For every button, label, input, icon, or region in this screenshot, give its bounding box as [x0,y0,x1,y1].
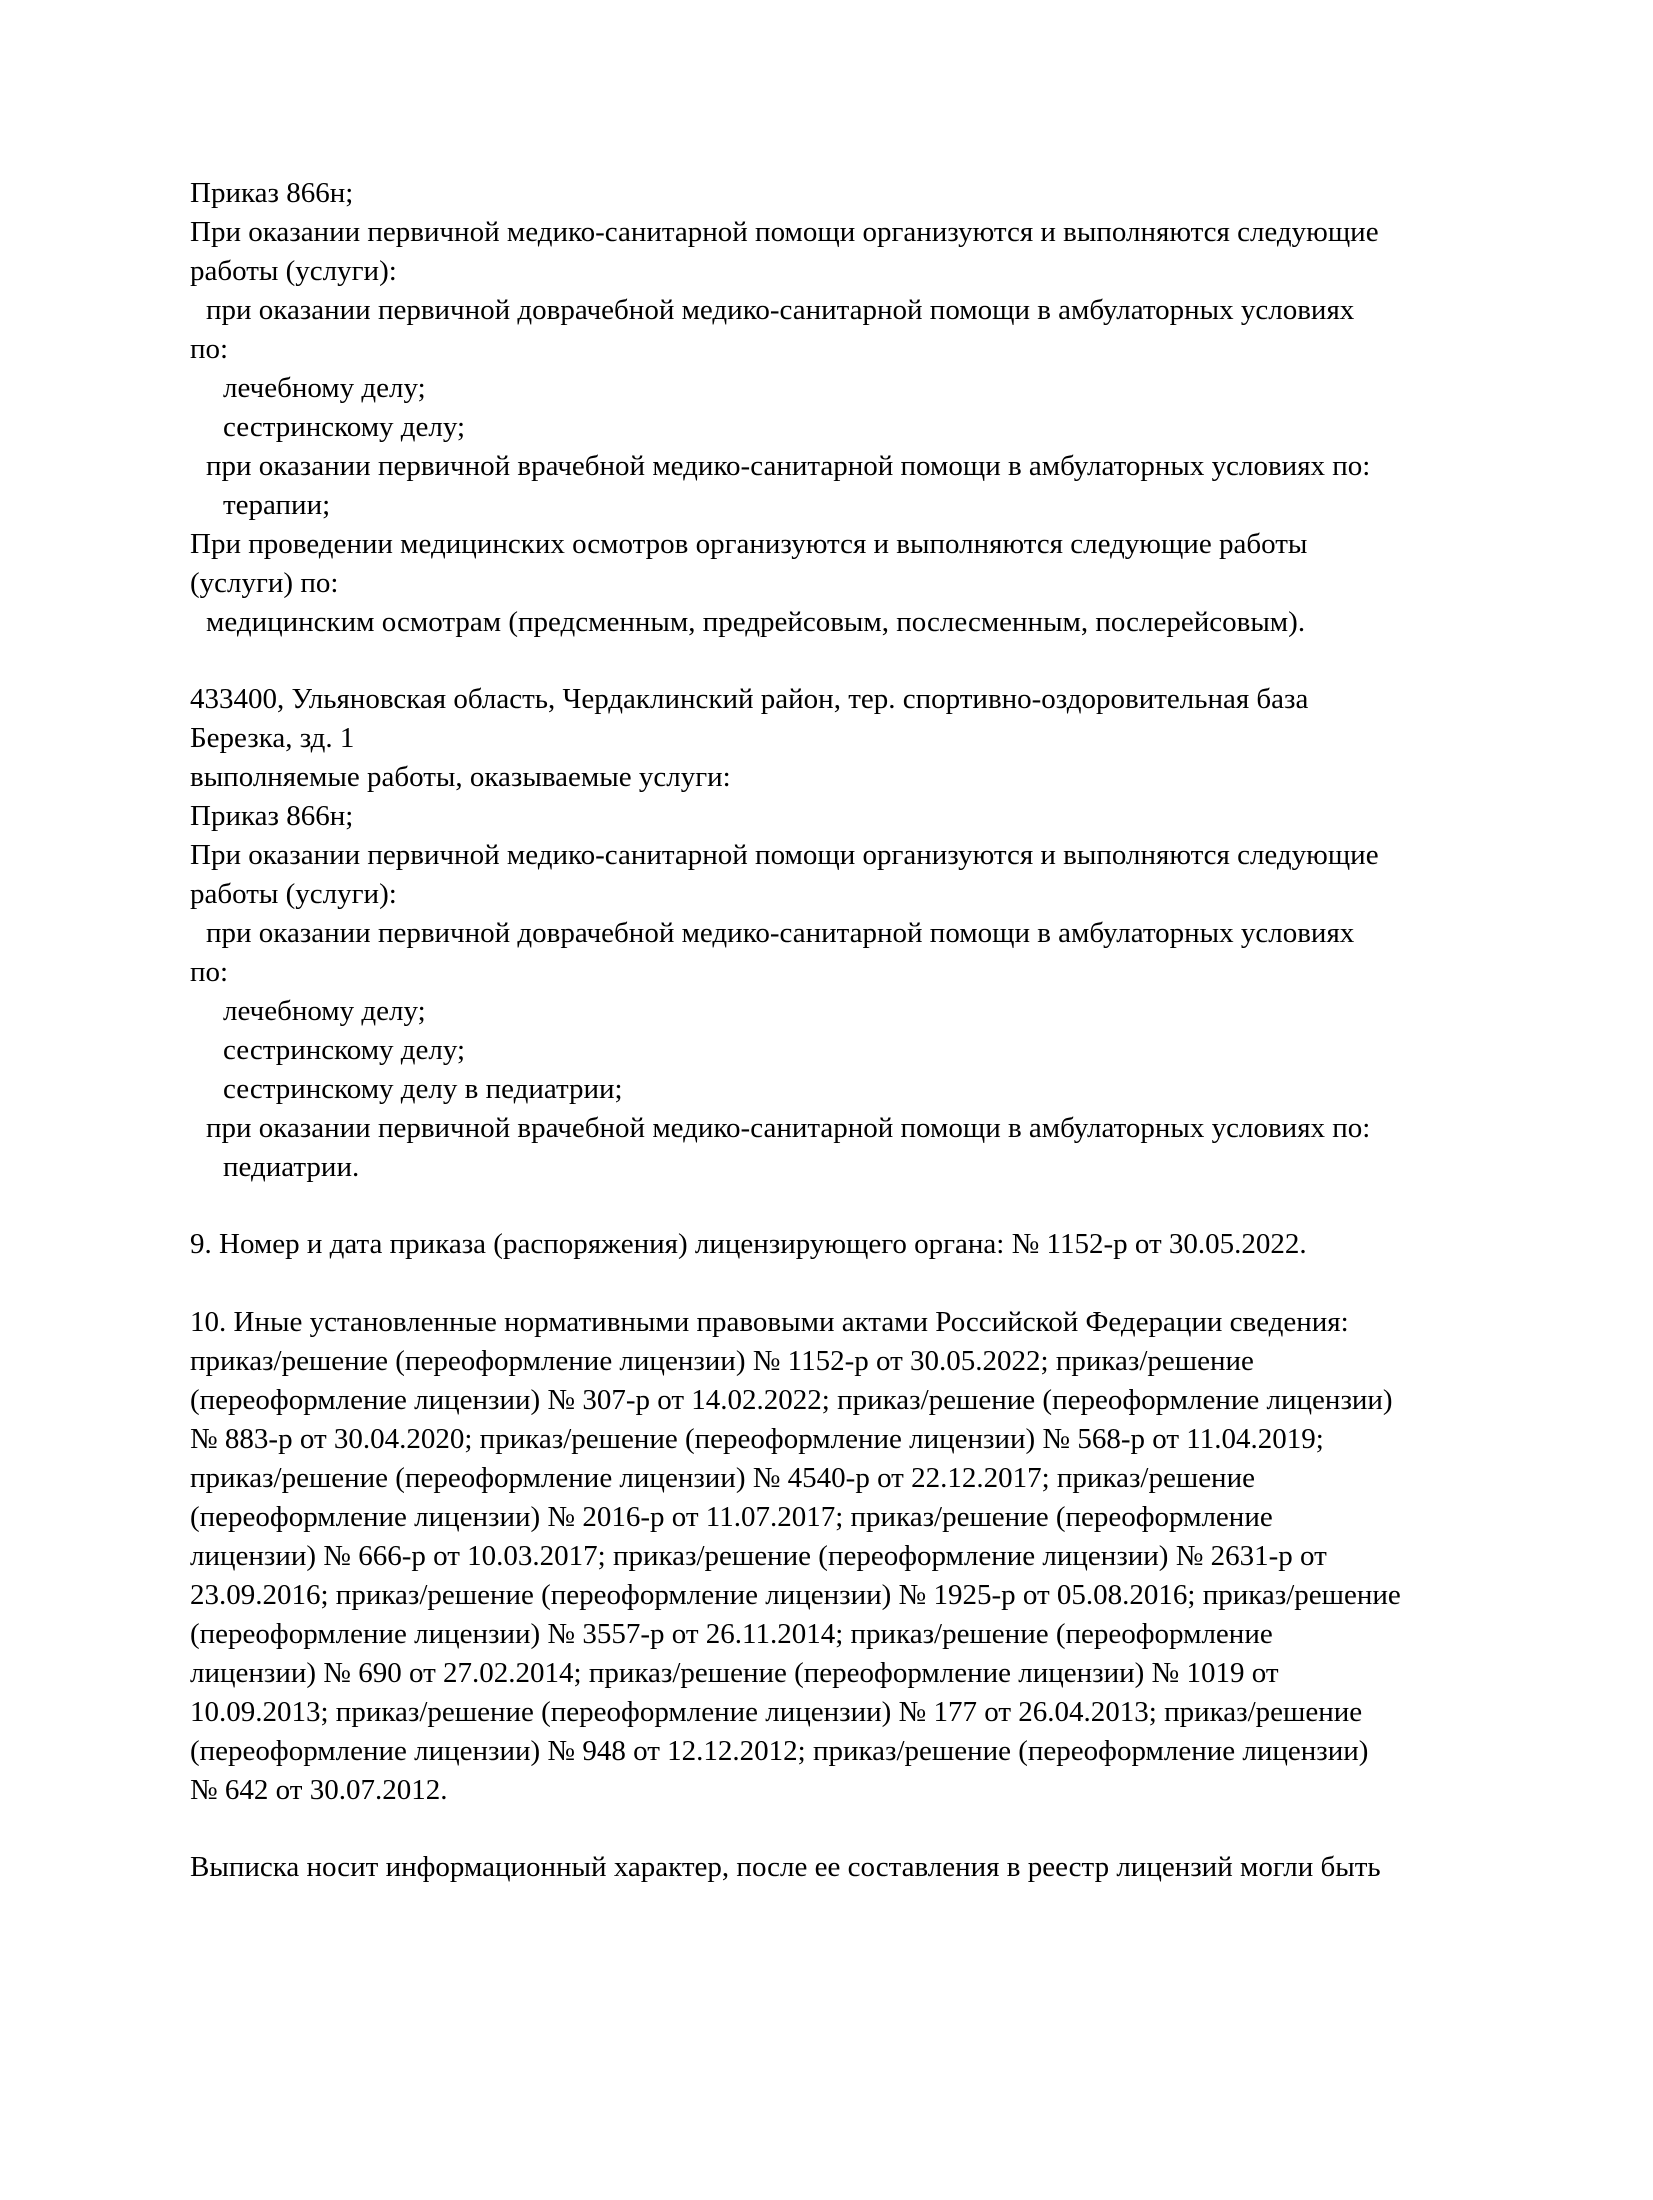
service-item: сестринскому делу; [223,1034,466,1066]
prehospital-care-heading: при оказании первичной доврачебной медико-санитарной помощи в амбулаторных условиях [206,917,1355,949]
reissue-history-line: лицензии) № 690 от 27.02.2014; приказ/решение (переоформление лицензии) № 1019 от [190,1657,1279,1689]
address-line: 433400, Ульяновская область, Чердаклинский район, тер. спортивно-оздоровительная база [190,683,1309,715]
disclaimer-text: Выписка носит информационный характер, после ее составления в реестр лицензий могли быть [190,1851,1381,1883]
medical-exam-intro-cont: (услуги) по: [190,567,339,599]
prehospital-care-heading-cont: по: [190,956,229,988]
service-item: сестринскому делу; [223,411,466,443]
section-10-heading: 10. Иные установленные нормативными правовыми актами Российской Федерации сведения: [190,1306,1349,1338]
service-item: терапии; [223,489,331,521]
physician-care-heading: при оказании первичной врачебной медико-санитарной помощи в амбулаторных условиях по: [206,450,1371,482]
primary-care-intro: При оказании первичной медико-санитарной помощи организуются и выполняются следующие [190,216,1379,248]
order-reference: Приказ 866н; [190,800,354,832]
prehospital-care-heading: при оказании первичной доврачебной медико-санитарной помощи в амбулаторных условиях [206,294,1355,326]
service-item: педиатрии. [223,1151,360,1183]
section-9-order: 9. Номер и дата приказа (распоряжения) лицензирующего органа: № 1152-р от 30.05.2022. [190,1228,1307,1260]
service-item: лечебному делу; [223,372,426,404]
prehospital-care-heading-cont: по: [190,333,229,365]
service-item: сестринскому делу в педиатрии; [223,1073,623,1105]
reissue-history-line: (переоформление лицензии) № 3557-р от 26.11.2014; приказ/решение (переоформление [190,1618,1273,1650]
works-label: выполняемые работы, оказываемые услуги: [190,761,731,793]
primary-care-intro-cont: работы (услуги): [190,255,397,287]
reissue-history-line: (переоформление лицензии) № 2016-р от 11.07.2017; приказ/решение (переоформление [190,1501,1273,1533]
physician-care-heading: при оказании первичной врачебной медико-санитарной помощи в амбулаторных условиях по: [206,1112,1371,1144]
primary-care-intro-cont: работы (услуги): [190,878,397,910]
reissue-history-line: 10.09.2013; приказ/решение (переоформление лицензии) № 177 от 26.04.2013; приказ/решение [190,1696,1363,1728]
reissue-history-line: (переоформление лицензии) № 307-р от 14.02.2022; приказ/решение (переоформление лицензии) [190,1384,1393,1416]
reissue-history-line: № 883-р от 30.04.2020; приказ/решение (переоформление лицензии) № 568-р от 11.04.2019; [190,1423,1324,1455]
reissue-history-line: приказ/решение (переоформление лицензии) № 4540-р от 22.12.2017; приказ/решение [190,1462,1255,1494]
reissue-history-line: приказ/решение (переоформление лицензии) № 1152-р от 30.05.2022; приказ/решение [190,1345,1254,1377]
reissue-history-line: лицензии) № 666-р от 10.03.2017; приказ/решение (переоформление лицензии) № 2631-р от [190,1540,1327,1572]
service-item: лечебному делу; [223,995,426,1027]
address-line-cont: Березка, зд. 1 [190,722,355,754]
reissue-history-line: № 642 от 30.07.2012. [190,1774,448,1806]
service-item: медицинским осмотрам (предсменным, предрейсовым, послесменным, послерейсовым). [206,606,1306,638]
reissue-history-line: 23.09.2016; приказ/решение (переоформление лицензии) № 1925-р от 05.08.2016; приказ/решение [190,1579,1401,1611]
reissue-history-line: (переоформление лицензии) № 948 от 12.12.2012; приказ/решение (переоформление лицензии) [190,1735,1369,1767]
medical-exam-intro: При проведении медицинских осмотров организуются и выполняются следующие работы [190,528,1308,560]
primary-care-intro: При оказании первичной медико-санитарной помощи организуются и выполняются следующие [190,839,1379,871]
order-reference: Приказ 866н; [190,177,354,209]
